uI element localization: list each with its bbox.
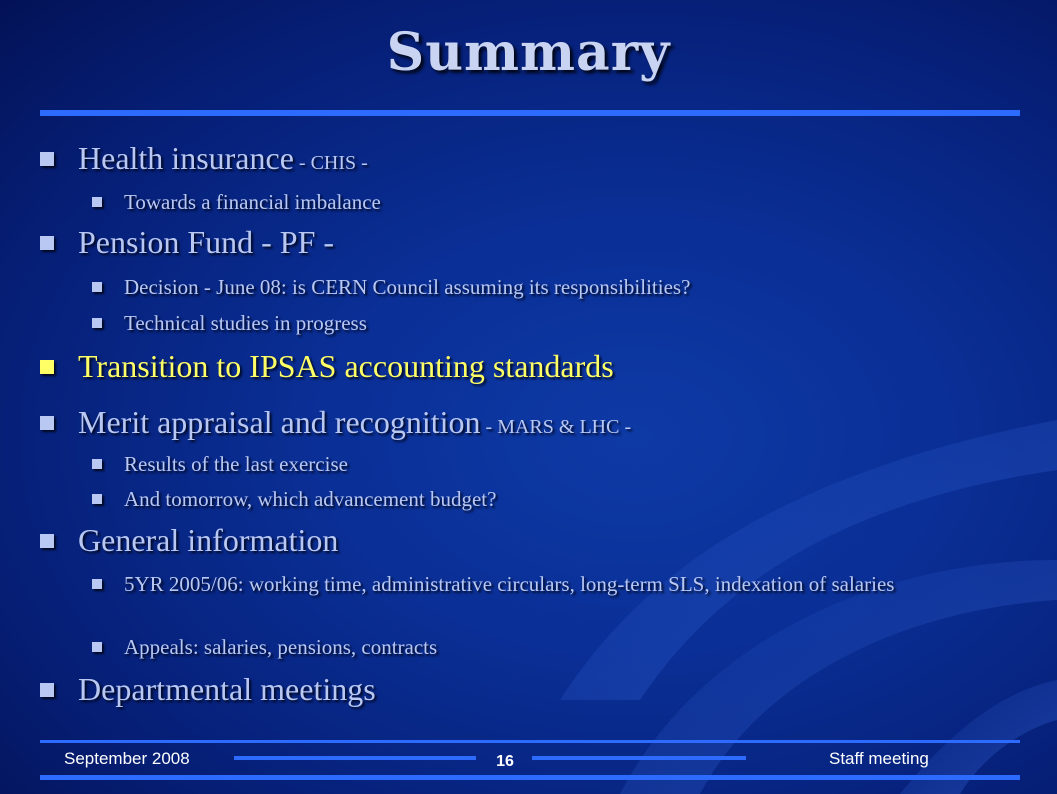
slide-title: Summary: [386, 22, 671, 83]
page-number: 16: [496, 753, 514, 770]
bullet-general-information: General information: [40, 522, 1000, 559]
sub-bullet-advancement-budget: And tomorrow, which advancement budget?: [92, 487, 992, 511]
footer-bottom-rule: [40, 775, 1020, 780]
title-divider: [40, 110, 1020, 116]
sub-bullet-technical-studies: Technical studies in progress: [92, 311, 992, 335]
square-bullet-icon: [92, 197, 102, 207]
bullet-health-insurance: Health insurance - CHIS -: [40, 140, 1000, 177]
square-bullet-icon: [92, 318, 102, 328]
sub-bullet-5yr-2005: 5YR 2005/06: working time, administrative circulars, long-term SLS, indexation of salaries: [92, 572, 992, 596]
bullet-ipsas-transition: Transition to IPSAS accounting standards: [40, 348, 1000, 385]
square-bullet-icon: [40, 236, 54, 250]
square-bullet-icon: [40, 683, 54, 697]
bullet-departmental-meetings: Departmental meetings: [40, 671, 1000, 708]
bullet-pension-fund: Pension Fund - PF -: [40, 224, 1000, 261]
square-bullet-icon: [92, 579, 102, 589]
sub-bullet-decision-june: Decision - June 08: is CERN Council assuming its responsibilities?: [92, 275, 992, 299]
square-bullet-icon: [92, 494, 102, 504]
sub-bullet-results-last-exercise: Results of the last exercise: [92, 452, 992, 476]
square-bullet-icon: [40, 416, 54, 430]
footer-top-rule: [40, 740, 1020, 743]
square-bullet-icon: [92, 459, 102, 469]
footer-event: Staff meeting: [829, 749, 929, 768]
square-bullet-icon: [92, 282, 102, 292]
square-bullet-icon: [40, 152, 54, 166]
square-bullet-icon: [40, 360, 54, 374]
footer-date: September 2008: [64, 749, 190, 768]
bullet-merit-appraisal: Merit appraisal and recognition - MARS & LHC -: [40, 404, 1000, 441]
footer-right-line: [532, 756, 746, 760]
sub-bullet-appeals: Appeals: salaries, pensions, contracts: [92, 635, 992, 659]
sub-bullet-financial-imbalance: Towards a financial imbalance: [92, 190, 992, 214]
square-bullet-icon: [92, 642, 102, 652]
square-bullet-icon: [40, 534, 54, 548]
